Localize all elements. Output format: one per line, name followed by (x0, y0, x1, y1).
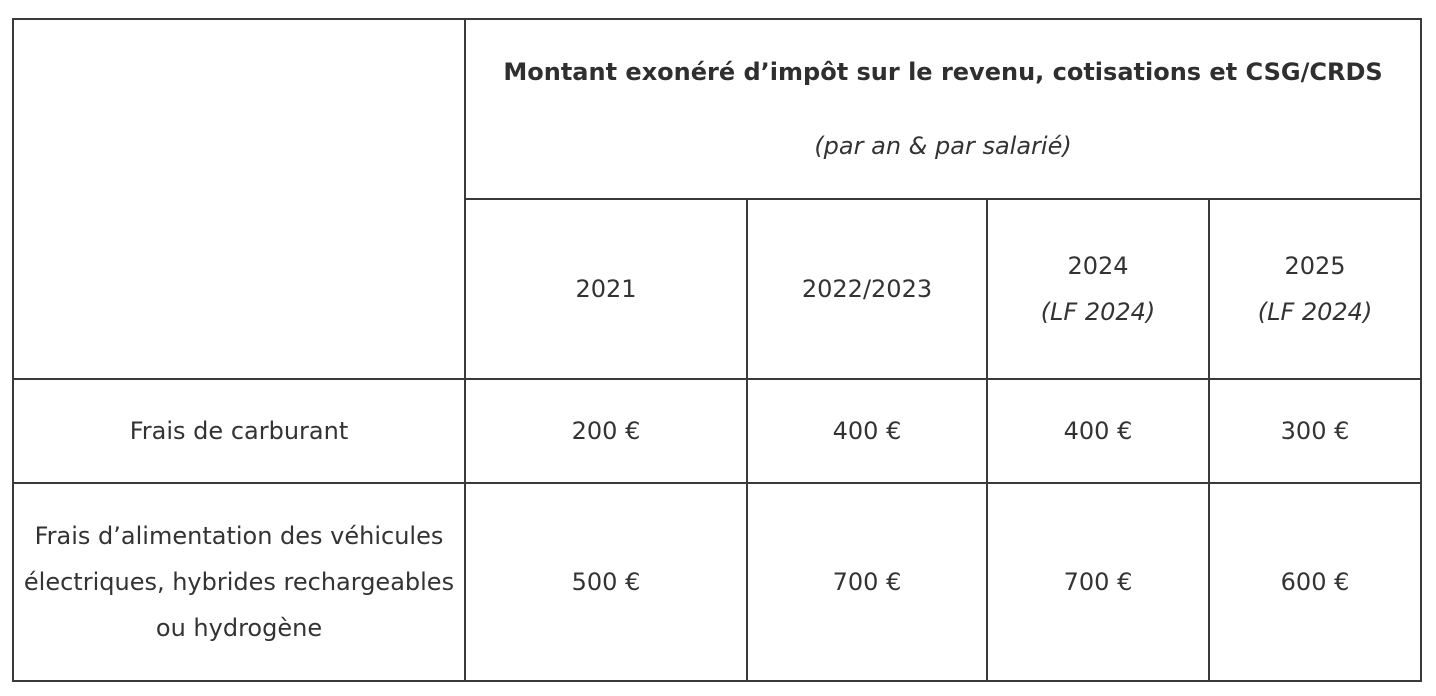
year-header-2021 (465, 199, 747, 379)
value-cell: 600 € (1209, 483, 1421, 681)
value-cell: 500 € (465, 483, 747, 681)
year-header-2022-2023 (747, 199, 987, 379)
value-cell: 700 € (987, 483, 1209, 681)
year-note: (LF 2024) (1257, 298, 1373, 326)
corner-cell (13, 19, 465, 379)
table-title: Montant exonéré d’impôt sur le revenu, cotisations et CSG/CRDS (503, 58, 1383, 86)
value-cell: 200 € (465, 379, 747, 483)
value-cell: 700 € (747, 483, 987, 681)
year-label: 2024 (1067, 252, 1129, 280)
main-header-cell (465, 19, 1421, 199)
table-row (13, 379, 1421, 483)
year-header-2025 (1209, 199, 1421, 379)
year-header-2024 (987, 199, 1209, 379)
year-label: 2025 (1284, 252, 1346, 280)
header-row (13, 19, 1421, 199)
year-label: 2021 (575, 275, 637, 303)
value-cell: 400 € (747, 379, 987, 483)
year-note: (LF 2024) (1040, 298, 1156, 326)
value-cell: 300 € (1209, 379, 1421, 483)
value-cell: 400 € (987, 379, 1209, 483)
exemption-table (12, 18, 1422, 682)
row-label: Frais de carburant (13, 379, 465, 483)
row-label: Frais d’alimentation des véhicules électriques, hybrides rechargeables ou hydrogène (13, 483, 465, 681)
year-label: 2022/2023 (801, 275, 933, 303)
table-subtitle: (par an & par salarié) (814, 132, 1072, 160)
table-row (13, 483, 1421, 681)
